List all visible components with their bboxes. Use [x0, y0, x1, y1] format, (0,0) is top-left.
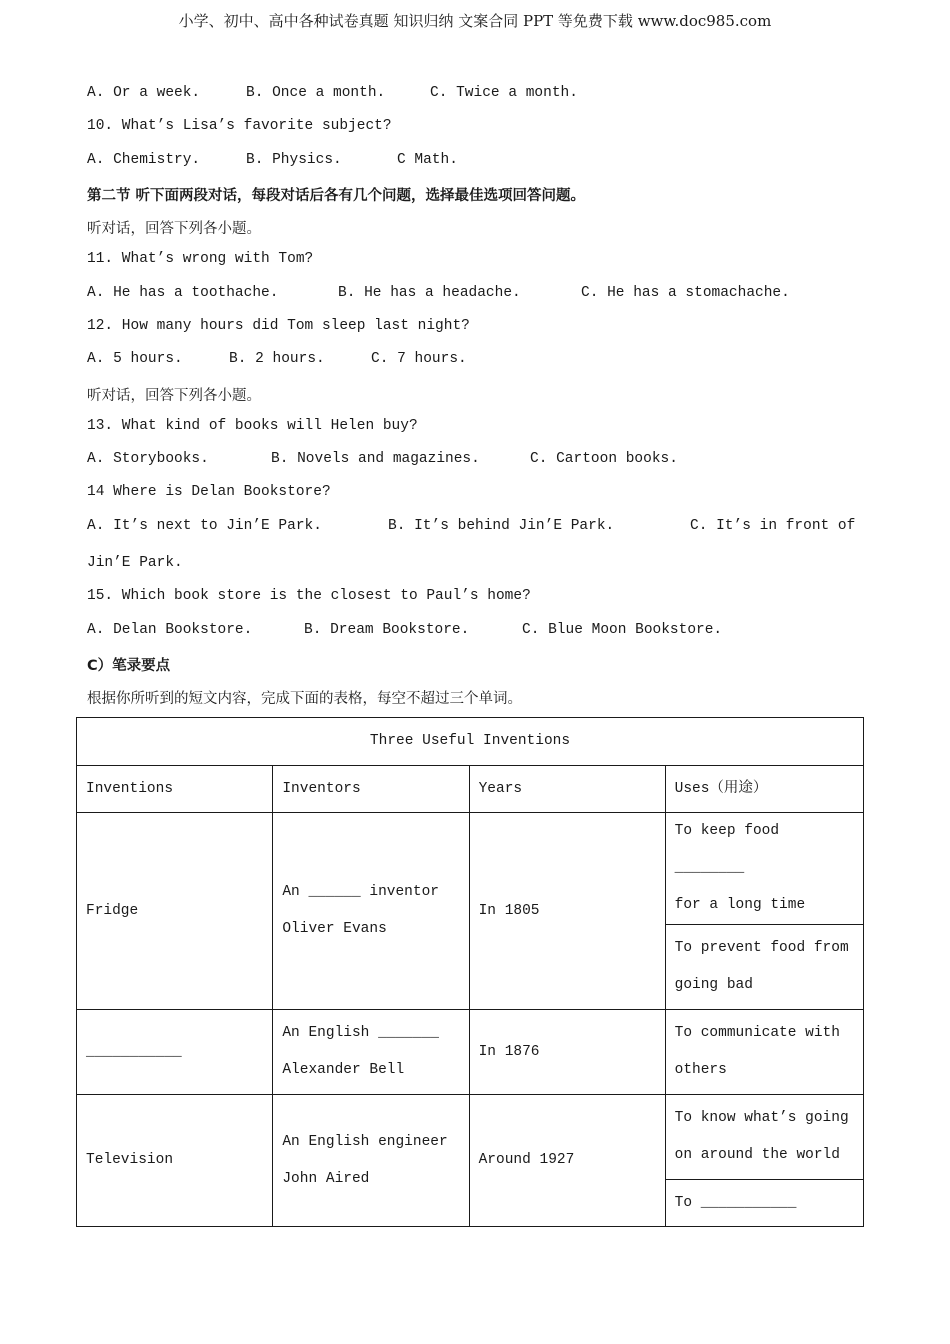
r1-inventor-line1: An ______ inventor	[282, 884, 439, 900]
r3-inventor-line2: John Aired	[282, 1170, 370, 1187]
listen-instruction-1: 听对话，回答下列各小题。	[87, 221, 261, 237]
q15-option-c: C. Blue Moon Bookstore.	[522, 622, 723, 638]
r1-use-a	[665, 813, 863, 925]
sectionC-title: C）笔录要点	[87, 658, 171, 674]
q11-option-a: A. He has a toothache.	[87, 285, 279, 301]
q10-option-c: C Math.	[397, 152, 458, 168]
r2-use-line2: others	[674, 1062, 727, 1078]
q14-question: 14 Where is Delan Bookstore?	[87, 484, 331, 500]
section2-title: 第二节 听下面两段对话，每段对话后各有几个问题，选择最佳选项回答问题。	[87, 188, 586, 204]
header-inventions: Inventions	[77, 766, 273, 813]
r2-inventor-line2: Alexander Bell	[282, 1062, 405, 1078]
q11-option-b: B. He has a headache.	[338, 285, 521, 301]
r1-use-b	[665, 925, 863, 1010]
r3-inventor	[273, 1095, 469, 1227]
r2-use	[665, 1010, 863, 1095]
q10-question: 10. What’s Lisa’s favorite subject?	[87, 118, 392, 134]
r1-year: In 1805	[469, 813, 665, 1010]
r3-use-a-line1: To know what’s going	[674, 1110, 849, 1126]
r2-inventor-line1: An English _______	[282, 1025, 439, 1041]
q13-option-a: A. Storybooks.	[87, 451, 209, 467]
header-inventors: Inventors	[273, 766, 469, 813]
q11-question: 11. What’s wrong with Tom?	[87, 251, 314, 267]
r3-use-b: To ___________	[665, 1180, 863, 1227]
inventions-table	[76, 717, 864, 1227]
q9-option-b: B. Once a month.	[246, 85, 386, 101]
q11-option-c: C. He has a stomachache.	[581, 285, 790, 301]
q13-option-b: B. Novels and magazines.	[271, 451, 480, 467]
sectionC-instruction: 根据你所听到的短文内容，完成下面的表格，每空不超过三个单词。	[87, 691, 522, 707]
page-header: 小学、初中、高中各种试卷真题 知识归纳 文案合同 PPT 等免费下载 www.doc985.com	[178, 12, 772, 30]
r1-use-b-line2: going bad	[674, 977, 753, 993]
table-title: Three Useful Inventions	[77, 718, 864, 766]
listen-instruction-2: 听对话，回答下列各小题。	[87, 388, 261, 404]
r1-use-a-line1: To keep food ________	[674, 823, 780, 876]
r3-use-a-line2: on around the world	[674, 1147, 840, 1163]
q14-option-a: A. It’s next to Jin’E Park.	[87, 518, 322, 534]
r2-invention: ___________	[77, 1010, 273, 1095]
r3-year: Around 1927	[469, 1095, 665, 1227]
r1-inventor	[273, 813, 469, 1010]
r1-use-b-line1: To prevent food from	[674, 940, 849, 956]
r1-use-a-line2: for a long time	[674, 897, 806, 913]
q15-option-a: A. Delan Bookstore.	[87, 622, 253, 638]
r3-invention: Television	[77, 1095, 273, 1227]
q10-option-a: A. Chemistry.	[87, 152, 201, 168]
q14-option-c-continuation: Jin’E Park.	[87, 555, 183, 571]
q10-option-b: B. Physics.	[246, 152, 342, 168]
q13-option-c: C. Cartoon books.	[530, 451, 678, 467]
q12-option-a: A. 5 hours.	[87, 351, 183, 367]
r1-inventor-line2: Oliver Evans	[282, 921, 387, 937]
r2-use-line1: To communicate with	[674, 1025, 840, 1041]
q14-option-c: C. It’s in front of	[690, 518, 856, 534]
q13-question: 13. What kind of books will Helen buy?	[87, 418, 418, 434]
r3-inventor-line1: An English engineer	[282, 1133, 448, 1150]
q14-option-b: B. It’s behind Jin’E Park.	[388, 518, 615, 534]
r2-inventor	[273, 1010, 469, 1095]
r1-invention: Fridge	[77, 813, 273, 1010]
r2-year: In 1876	[469, 1010, 665, 1095]
q12-option-c: C. 7 hours.	[371, 351, 467, 367]
q15-question: 15. Which book store is the closest to Paul’s home?	[87, 588, 531, 604]
q12-question: 12. How many hours did Tom sleep last night?	[87, 318, 470, 334]
q9-option-c: C. Twice a month.	[430, 85, 578, 101]
header-years: Years	[469, 766, 665, 813]
q12-option-b: B. 2 hours.	[229, 351, 325, 367]
header-uses: Uses（用途）	[665, 766, 863, 813]
q9-option-a: A. Or a week.	[87, 85, 201, 101]
q15-option-b: B. Dream Bookstore.	[304, 622, 470, 638]
r3-use-a	[665, 1095, 863, 1180]
